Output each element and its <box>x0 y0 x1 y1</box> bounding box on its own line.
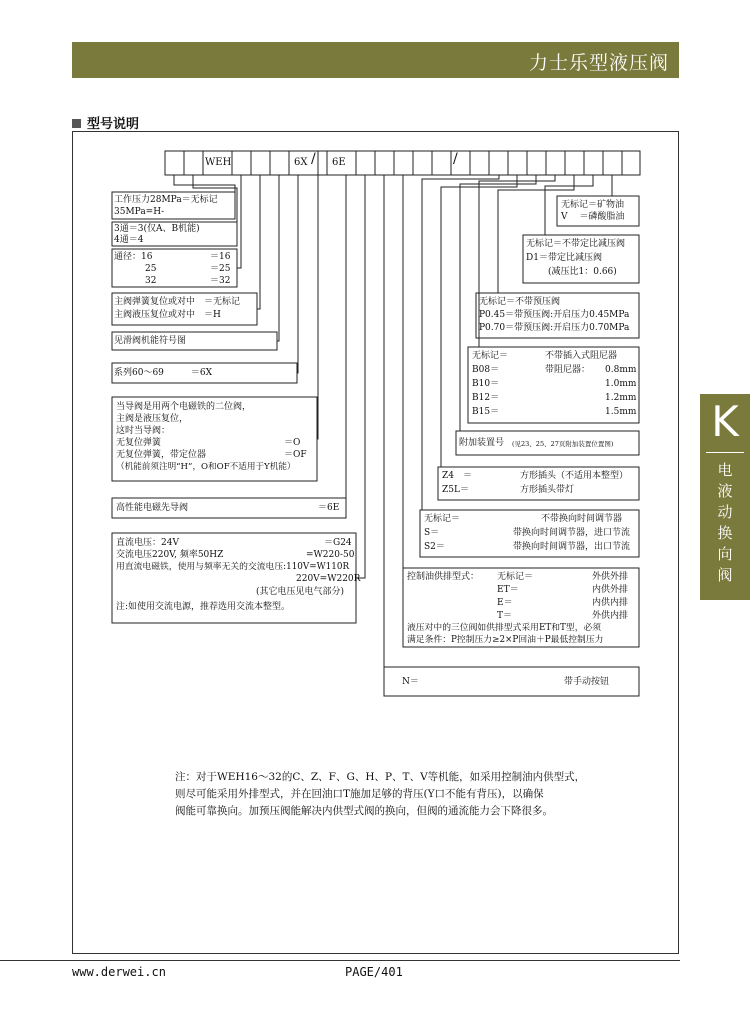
size-row-3-label: 32 <box>145 276 157 286</box>
voltage-row-2-label: 交流电压220V, 频率50HZ <box>116 550 224 560</box>
voltage-line-3: 用直流电磁铁，使用与频率无关的交流电压:110V=W110R <box>116 562 350 572</box>
damper-row-4-value: 1.5mm <box>605 407 637 417</box>
voltage-line-5: (其它电压见电气部分) <box>256 587 345 597</box>
fluid-line-1: 无标记＝矿物油 <box>561 200 625 210</box>
solenoid-line-3: 这时当导阀： <box>116 426 171 436</box>
size-row-3-code: ＝32 <box>210 276 231 286</box>
pilot-supply-row-3-label: 内供内排 <box>592 598 629 608</box>
damper-row-4-code: B15＝ <box>472 407 500 417</box>
damper-row-3-value: 1.2mm <box>605 393 637 403</box>
chapter-tab[interactable] <box>700 394 750 600</box>
pilot-supply-row-1-code: 无标记＝ <box>497 572 534 582</box>
pilot-supply-row-2-label: 内供外排 <box>592 585 629 595</box>
preload-line-1: 无标记＝不带预压阀 <box>479 297 561 307</box>
damper-row-1-label: 带阻尼器： <box>545 365 591 375</box>
pilot-supply-row-4-code: T＝ <box>497 611 513 621</box>
pilot-supply-line-6: 满足条件：P控制压力≥2×P回油＋P最低控制压力 <box>407 635 604 645</box>
solenoid-line-2: 主阀是液压复位， <box>116 414 189 424</box>
ways-line-1: 3通＝3(仅A、B机能) <box>114 224 200 234</box>
reducer-line-3: (减压比1：0.66) <box>548 267 617 277</box>
code-series: 6X <box>294 157 308 168</box>
code-slash-2: / <box>453 151 458 167</box>
pilot-supply-line-5: 液压对中的三位阀如供排型式采用ET和T型，必须 <box>407 623 602 633</box>
code-weh: WEH <box>205 157 232 168</box>
code-pilot: 6E <box>332 157 346 168</box>
voltage-line-6: 注:如使用交流电源，推荐选用交流本整型。 <box>116 602 291 612</box>
pilot-supply-head: 控制油供排型式： <box>407 572 480 582</box>
symbol-line: 见滑阀机能符号图 <box>114 336 187 346</box>
solenoid-row-1-label: 无复位弹簧 <box>116 438 162 448</box>
voltage-row-2-code: =W220-50 <box>306 550 355 560</box>
size-row-1-label: 通径：16 <box>114 252 153 262</box>
solenoid-line-6: （机能前须注明“H”，O和OF不适用于Y机能） <box>116 462 296 472</box>
pilot-valve-label: 高性能电磁先导阀 <box>116 503 189 513</box>
manual-label: 带手动按钮 <box>564 677 610 687</box>
series-line: 系列60～69 ＝6X <box>114 368 213 378</box>
chapter-char: 向 <box>717 545 733 563</box>
switching-row-3-code: S2＝ <box>424 542 445 552</box>
size-row-1-code: ＝16 <box>210 252 231 262</box>
solenoid-line-1: 当导阀是用两个电磁铁的二位阀， <box>116 402 252 412</box>
attach-label: 附加装置号 <box>459 438 505 448</box>
attach-note: (见23、25、27页附加装置位置图) <box>512 440 614 448</box>
header-title: 力士乐型液压阀 <box>528 52 669 74</box>
plug-row-1-code: Z4 ＝ <box>442 471 472 481</box>
switching-row-1-label: 不带换向时间调节器 <box>541 514 623 524</box>
ways-line-2: 4通＝4 <box>114 235 144 245</box>
switching-row-3-label: 带换向时间调节器，出口节流 <box>513 542 631 552</box>
size-row-2-label: 25 <box>145 264 157 274</box>
solenoid-row-2-label: 无复位弹簧，带定位器 <box>116 450 207 460</box>
chapter-char: 液 <box>717 482 733 500</box>
damper-row-1-value: 0.8mm <box>605 365 637 375</box>
plug-row-1-label: 方形插头（不适用本整型） <box>520 471 629 481</box>
chapter-char: 动 <box>717 503 733 521</box>
chapter-divider <box>706 452 744 453</box>
damper-row-2-value: 1.0mm <box>605 379 637 389</box>
plug-row-2-label: 方形插头带灯 <box>520 485 575 495</box>
footnote-line-1: 注：对于WEH16～32的C、Z、F、G、H、P、T、V等机能，如采用控制油内供型式， <box>175 771 586 783</box>
switching-row-1-code: 无标记＝ <box>424 514 461 524</box>
pilot-valve-code: ＝6E <box>318 503 340 513</box>
switching-row-2-code: S＝ <box>424 528 440 538</box>
chapter-char: 换 <box>717 524 733 542</box>
damper-row-1-code: B08＝ <box>472 365 500 375</box>
footnote-line-3: 阀能可靠换向。加预压阀能解决内供型式阀的换向，但阀的通流能力会下降很多。 <box>175 805 553 817</box>
footnote <box>175 769 605 820</box>
size-row-2-code: ＝25 <box>210 264 231 274</box>
pressure-line-1: 工作压力28MPa＝无标记 <box>114 195 218 205</box>
code-row-frame <box>165 151 640 175</box>
damper-head-label: 不带插入式阻尼器 <box>545 351 618 361</box>
solenoid-row-1-code: ＝O <box>284 438 301 448</box>
footer-divider <box>0 960 680 961</box>
manual-code: N＝ <box>402 677 419 687</box>
reducer-line-2: D1＝带定比减压阀 <box>526 253 602 263</box>
damper-row-3-code: B12＝ <box>472 393 500 403</box>
chapter-label <box>700 460 750 586</box>
voltage-row-1-label: 直流电压：24V <box>116 538 179 548</box>
switching-row-2-label: 带换向时间调节器，进口节流 <box>513 528 631 538</box>
solenoid-row-2-code: ＝OF <box>284 450 307 460</box>
footer-page-number: PAGE/401 <box>345 965 403 979</box>
pilot-supply-row-2-code: ET＝ <box>497 585 519 595</box>
pilot-supply-row-3-code: E＝ <box>497 598 513 608</box>
chapter-letter: K <box>711 397 739 446</box>
fluid-line-2: V ＝磷酸脂油 <box>561 212 625 222</box>
voltage-line-4: 220V=W220R <box>296 574 361 584</box>
chapter-char: 电 <box>717 461 733 479</box>
damper-row-2-code: B10＝ <box>472 379 500 389</box>
preload-line-3: P0.70＝带预压阀:开启压力0.70MPa <box>479 323 630 333</box>
centering-line-2: 主阀液压复位或对中 ＝H <box>114 310 221 320</box>
code-slash-1: / <box>311 151 316 167</box>
reducer-line-1: 无标记＝不带定比减压阀 <box>526 239 626 249</box>
pressure-line-2: 35MPa=H- <box>114 207 165 217</box>
preload-line-2: P0.45＝带预压阀:开启压力0.45MPa <box>479 310 630 320</box>
pilot-supply-row-1-label: 外供外排 <box>592 572 629 582</box>
centering-line-1: 主阀弹簧复位或对中 ＝无标记 <box>114 297 241 307</box>
damper-head-code: 无标记＝ <box>472 351 509 361</box>
voltage-row-1-code: ＝G24 <box>324 538 352 548</box>
pilot-supply-row-4-label: 外供内排 <box>592 611 629 621</box>
footnote-line-2: 则尽可能采用外排型式，并在回油口T施加足够的背压(Y口不能有背压)，以确保 <box>175 788 544 800</box>
plug-row-2-code: Z5L＝ <box>442 485 469 495</box>
footer-url-link[interactable]: www.derwei.cn <box>72 965 166 979</box>
section-title-text: 型号说明 <box>87 117 140 132</box>
chapter-char: 阀 <box>717 566 733 584</box>
